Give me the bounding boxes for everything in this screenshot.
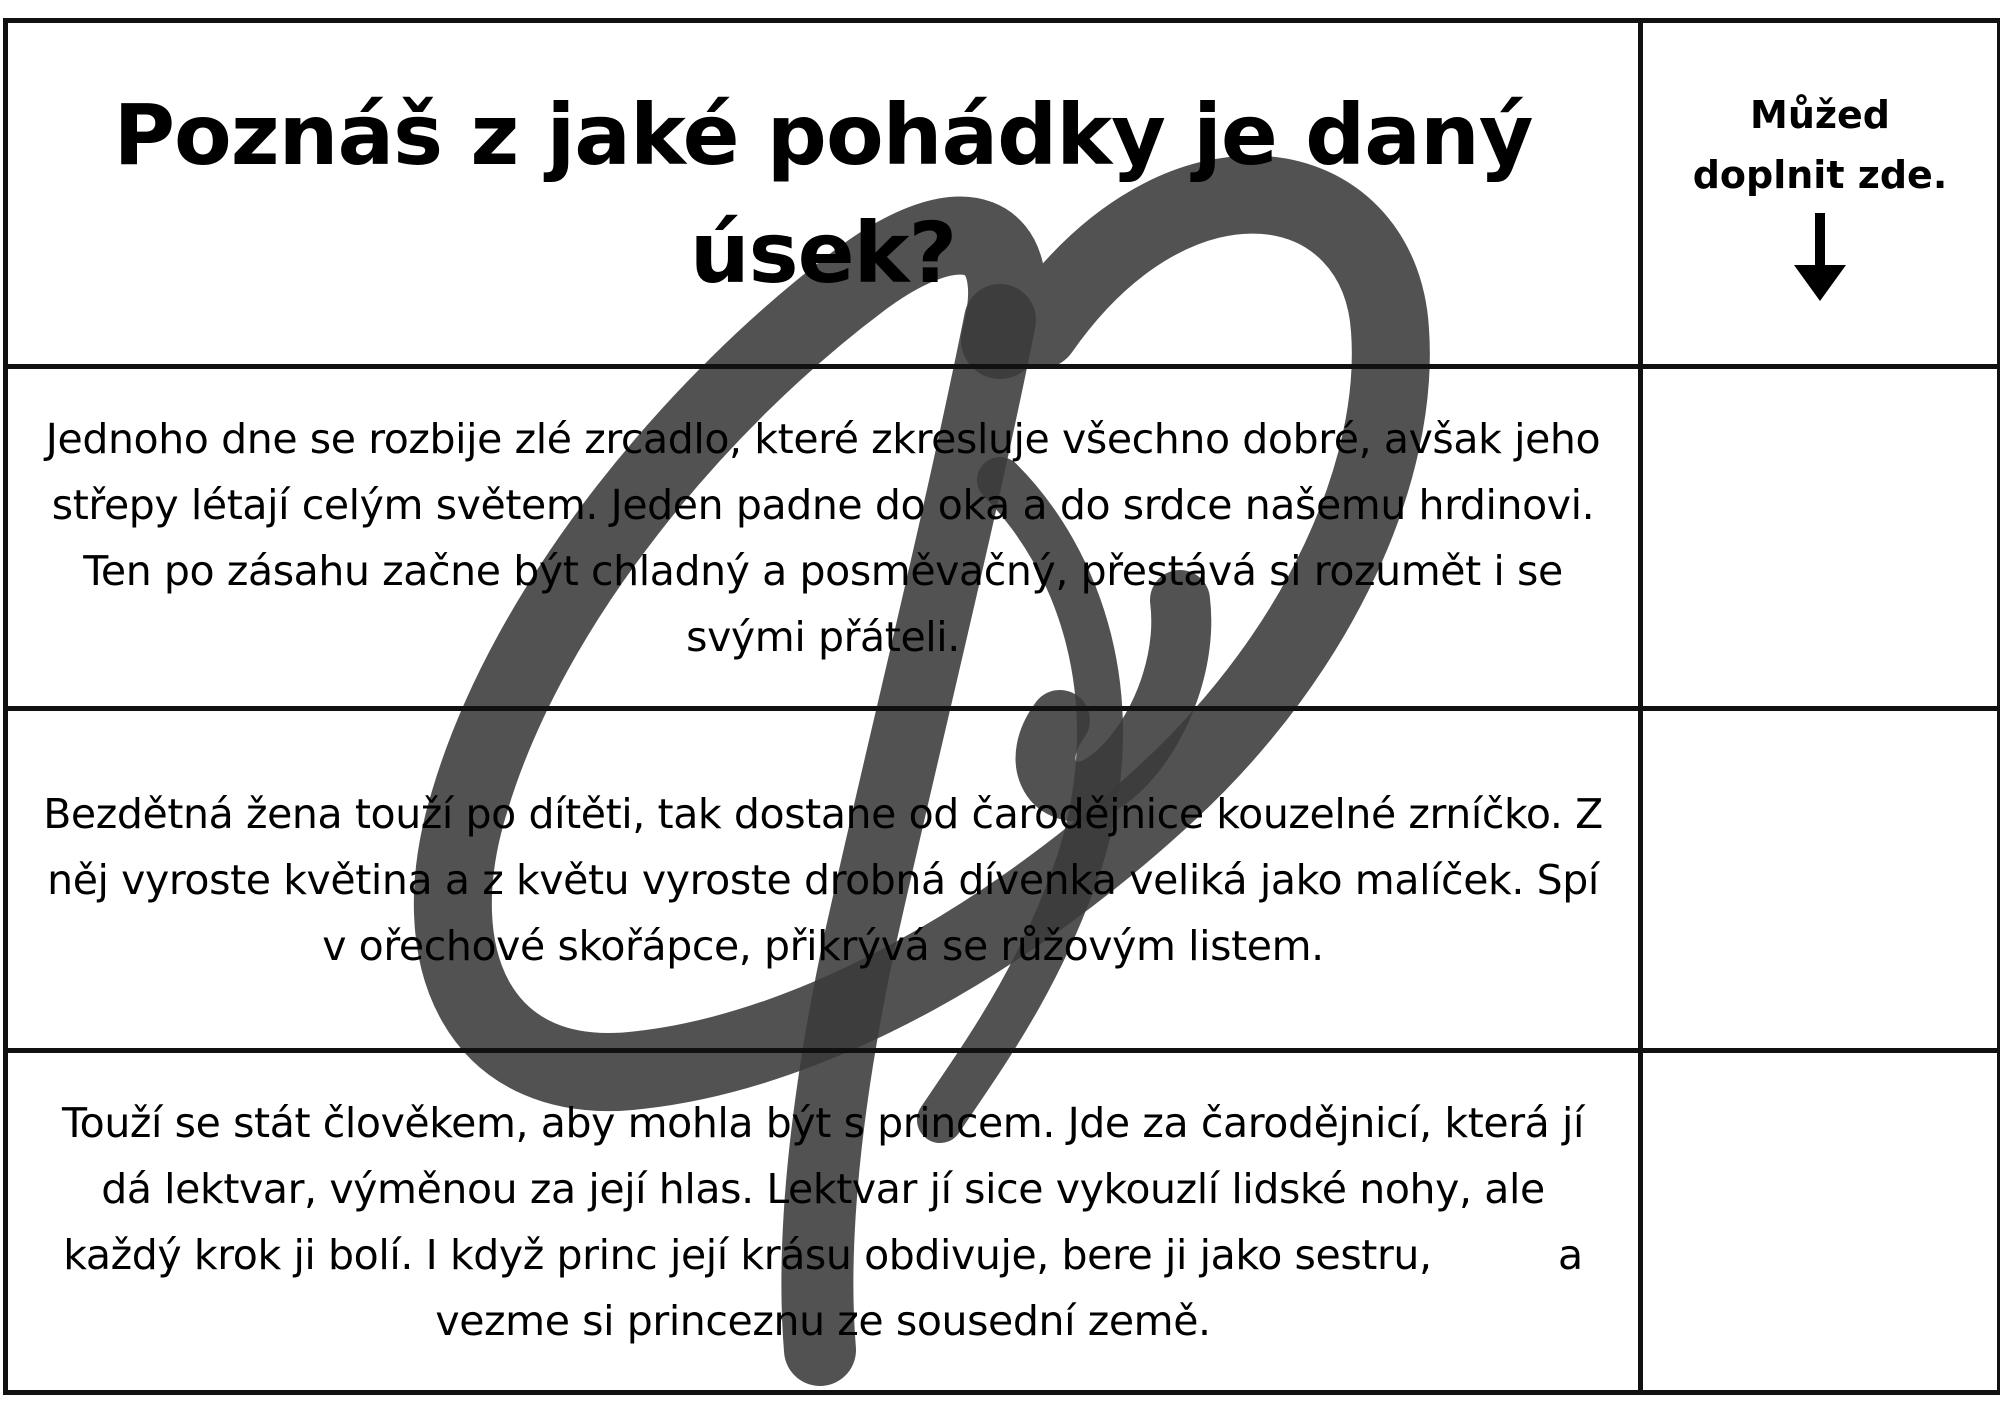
title-cell <box>6 21 1641 367</box>
passage-cell <box>6 1051 1641 1393</box>
answer-box[interactable] <box>1641 709 2000 1051</box>
worksheet-table <box>3 18 2000 1395</box>
passage-cell <box>6 367 1641 709</box>
header-row <box>6 21 2000 367</box>
passage-row <box>6 367 2000 709</box>
passage-row <box>6 1051 2000 1393</box>
answer-box[interactable] <box>1641 1051 2000 1393</box>
passage-cell <box>6 709 1641 1051</box>
answer-box[interactable] <box>1641 367 2000 709</box>
fill-in-hint: Můžed doplnit zde. <box>1692 92 1948 197</box>
passage-text: Touží se stát člověkem, aby mohla být s princem. Jde za čarodějnicí, která jí dá lektvar, výměnou za její hlas. Lektvar jí sice vykouzlí lidské nohy, ale každý krok ji bolí. I když princ její krásu obdivuje, bere ji jako sestru, a vezme si princeznu ze sousední země. <box>61 1098 1597 1345</box>
passage-text: Bezdětná žena touží po dítěti, tak dostane od čarodějnice kouzelné zrníčko. Z něj vyroste květina a z květu vyroste drobná dívenka veliká jako malíček. Spí v ořechové skořápce, přikrývá se růžovým listem. <box>43 789 1616 970</box>
hint-cell <box>1641 21 2000 367</box>
arrow-down-icon <box>1794 213 1846 303</box>
passage-text: Jednoho dne se rozbije zlé zrcadlo, které zkresluje všechno dobré, avšak jeho střepy létají celým světem. Jeden padne do oka a do srdce našemu hrdinovi. Ten po zásahu začne být chladný a posměvačný, přestává si rozumět i se svými přáteli. <box>45 414 1613 661</box>
page-title: Poznáš z jaké pohádky je daný úsek? <box>113 85 1533 302</box>
passage-row <box>6 709 2000 1051</box>
